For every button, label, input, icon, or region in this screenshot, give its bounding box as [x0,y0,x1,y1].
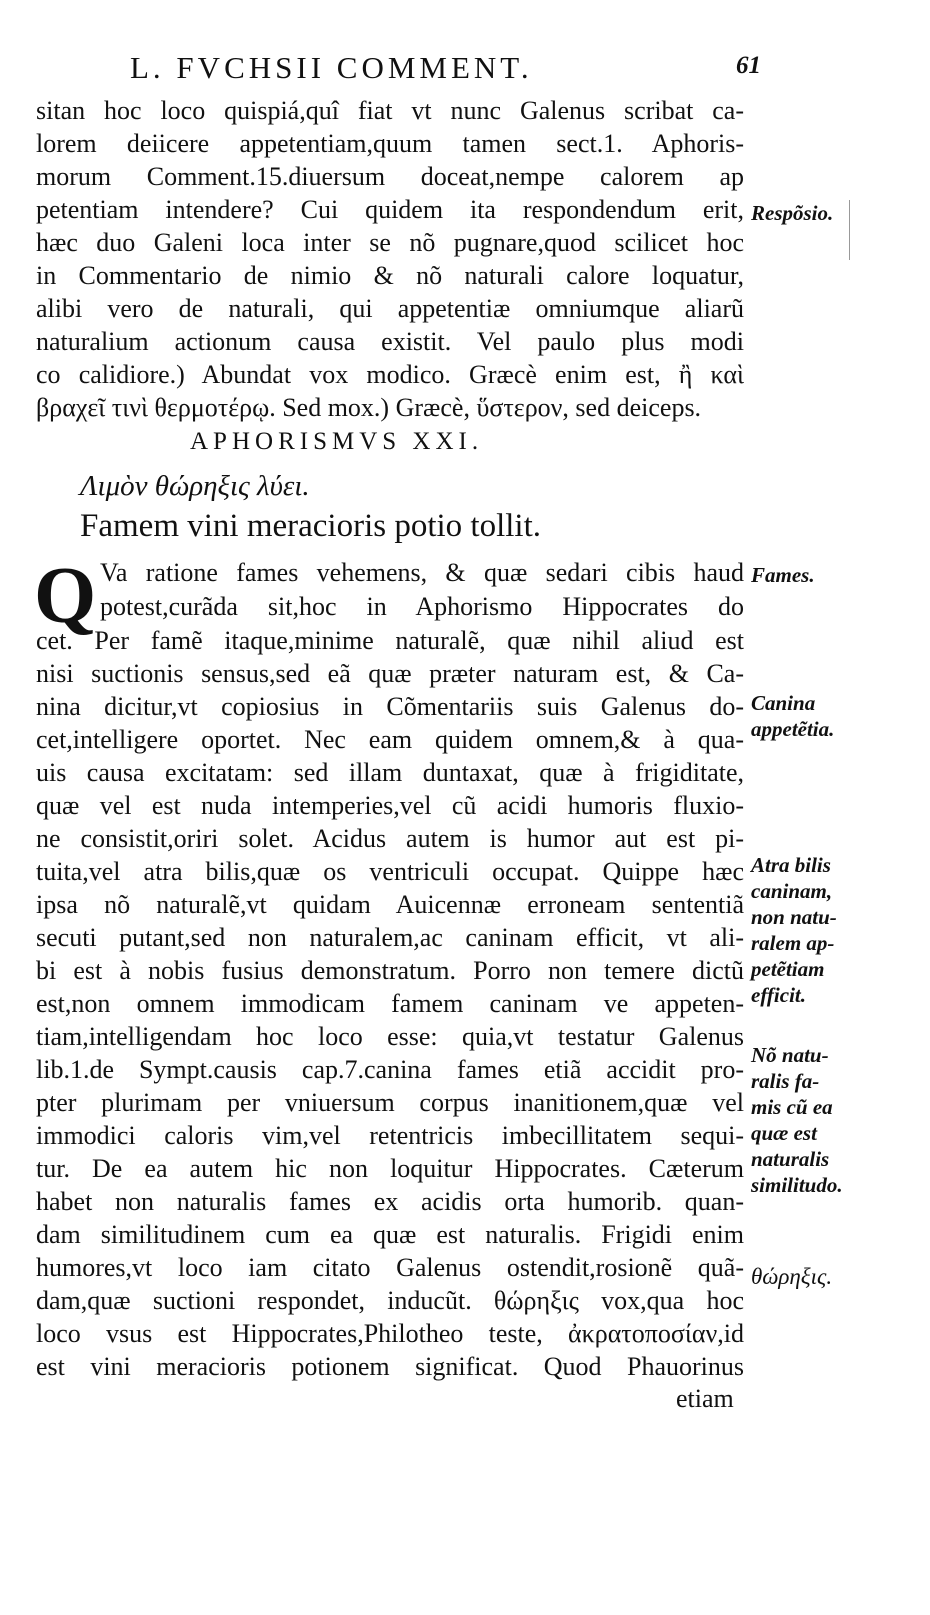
text-line: morum Comment.15.diuersum doceat,nempe calorem ap [36,162,744,191]
text-line: tiam,intelligendam hoc loco esse: quia,vt testatur Galenus [36,1022,744,1051]
text-line: co calidiore.) Abundat vox modico. Græcè enim est, ἢ καὶ [36,360,744,389]
text-line: cet,intelligere oportet. Nec eam quidem omnem,& à qua- [36,725,744,754]
aphorism-greek-text: Λιμὸν θώρηξις λύει. [80,470,310,502]
margin-note-fames: Fames. [751,563,815,587]
text-line: potest,curãda sit,hoc in Aphorismo Hippocrates do [100,592,744,621]
running-title: L. FVCHSII COMMENT. [130,50,533,85]
text-line: Va ratione fames vehemens, & quæ sedari cibis haud [100,558,744,587]
text-line: petentiam intendere? Cui quidem ita respondendum erit, [36,195,744,224]
text-line: quæ vel est nuda intemperies,vel cũ acidi humoris fluxio- [36,791,744,820]
text-line: est,non omnem immodicam famem caninam ve appeten- [36,989,744,1018]
text-line: immodici caloris vim,vel retentricis imbecillitatem sequi- [36,1121,744,1150]
text-line: naturalium actionum causa existit. Vel paulo plus modi [36,327,744,356]
aphorism-heading: APHORISMVS XXI. [190,428,484,455]
page-header [0,50,930,90]
text-line: pter plurimam per vniuersum corpus inanitionem,quæ vel [36,1088,744,1117]
text-line: tur. De ea autem hic non loquitur Hippocrates. Cæterum [36,1154,744,1183]
text-line: hæc duo Galeni loca inter se nõ pugnare,quod scilicet hoc [36,228,744,257]
text-line: lorem deiicere appetentiam,quum tamen sect.1. Aphoris- [36,129,744,158]
text-line: secuti putant,sed non naturalem,ac caninam efficit, vt ali- [36,923,744,952]
margin-note-canina: Canina appetẽtia. [751,691,835,741]
text-line: bi est à nobis fusius demonstratum. Porro non temere dictũ [36,956,744,985]
text-line: ne consistit,oriri solet. Acidus autem is humor aut est pi- [36,824,744,853]
text-line: βραχεῖ τινὶ θερμοτέρῳ. Sed mox.) Græcè, ὕστερον, sed deiceps. [36,393,702,422]
text-line: lib.1.de Sympt.causis cap.7.canina fames etiã accidit pro- [36,1055,744,1084]
text-line: ipsa nõ naturalẽ,vt quidam Auicennæ erroneam sententiã [36,890,744,919]
text-line: est vini meracioris potionem significat. Quod Phauorinus [36,1352,744,1381]
text-line: tuita,vel atra bilis,quæ os ventriculi occupat. Quippe hæc [36,857,744,886]
text-line: dam similitudinem cum ea quæ est naturalis. Frigidi enim [36,1220,744,1249]
text-line: uis causa excitatam: sed illam duntaxat, quæ à frigiditate, [36,758,744,787]
text-line: habet non naturalis fames ex acidis orta humorib. quan- [36,1187,744,1216]
drop-cap: Q [34,552,97,640]
text-line: sitan hoc loco quispiá,quî fiat vt nunc Galenus scribat ca- [36,96,744,125]
text-line: humores,vt loco iam citato Galenus ostendit,rosionẽ quã- [36,1253,744,1282]
page-number: 61 [736,52,761,79]
margin-note-atra-bilis: Atra bilis caninam, non natu- ralem ap- petẽtiam efficit. [751,853,837,1007]
text-line: loco vsus est Hippocrates,Philotheo teste, ἀκρατοποσίαν,id [36,1319,744,1348]
text-line: alibi vero de naturali, qui appetentiæ omniumque aliarũ [36,294,744,323]
margin-note-thorexis: θώρηξις. [751,1264,833,1289]
text-line: in Commentario de nimio & nõ naturali calore loquatur, [36,261,744,290]
catchword: etiam [676,1384,734,1413]
text-line: nisi suctionis sensus,sed eã quæ præter naturam est, & Ca- [36,659,744,688]
text-line: dam,quæ suctioni respondet, inducũt. θώρηξις vox,qua hoc [36,1286,744,1315]
text-line: nina dicitur,vt copiosius in Cõmentariis suis Galenus do- [36,692,744,721]
text-line: cet. Per famẽ itaque,minime naturalẽ, quæ nihil aliud est [36,626,744,655]
margin-note-non-naturalis: Nõ natu- ralis fa- mis cũ ea quæ est naturalis similitudo. [751,1043,843,1197]
aphorism-latin-text: Famem vini meracioris potio tollit. [80,508,542,544]
margin-note-responsio: Respõsio. [751,201,834,225]
